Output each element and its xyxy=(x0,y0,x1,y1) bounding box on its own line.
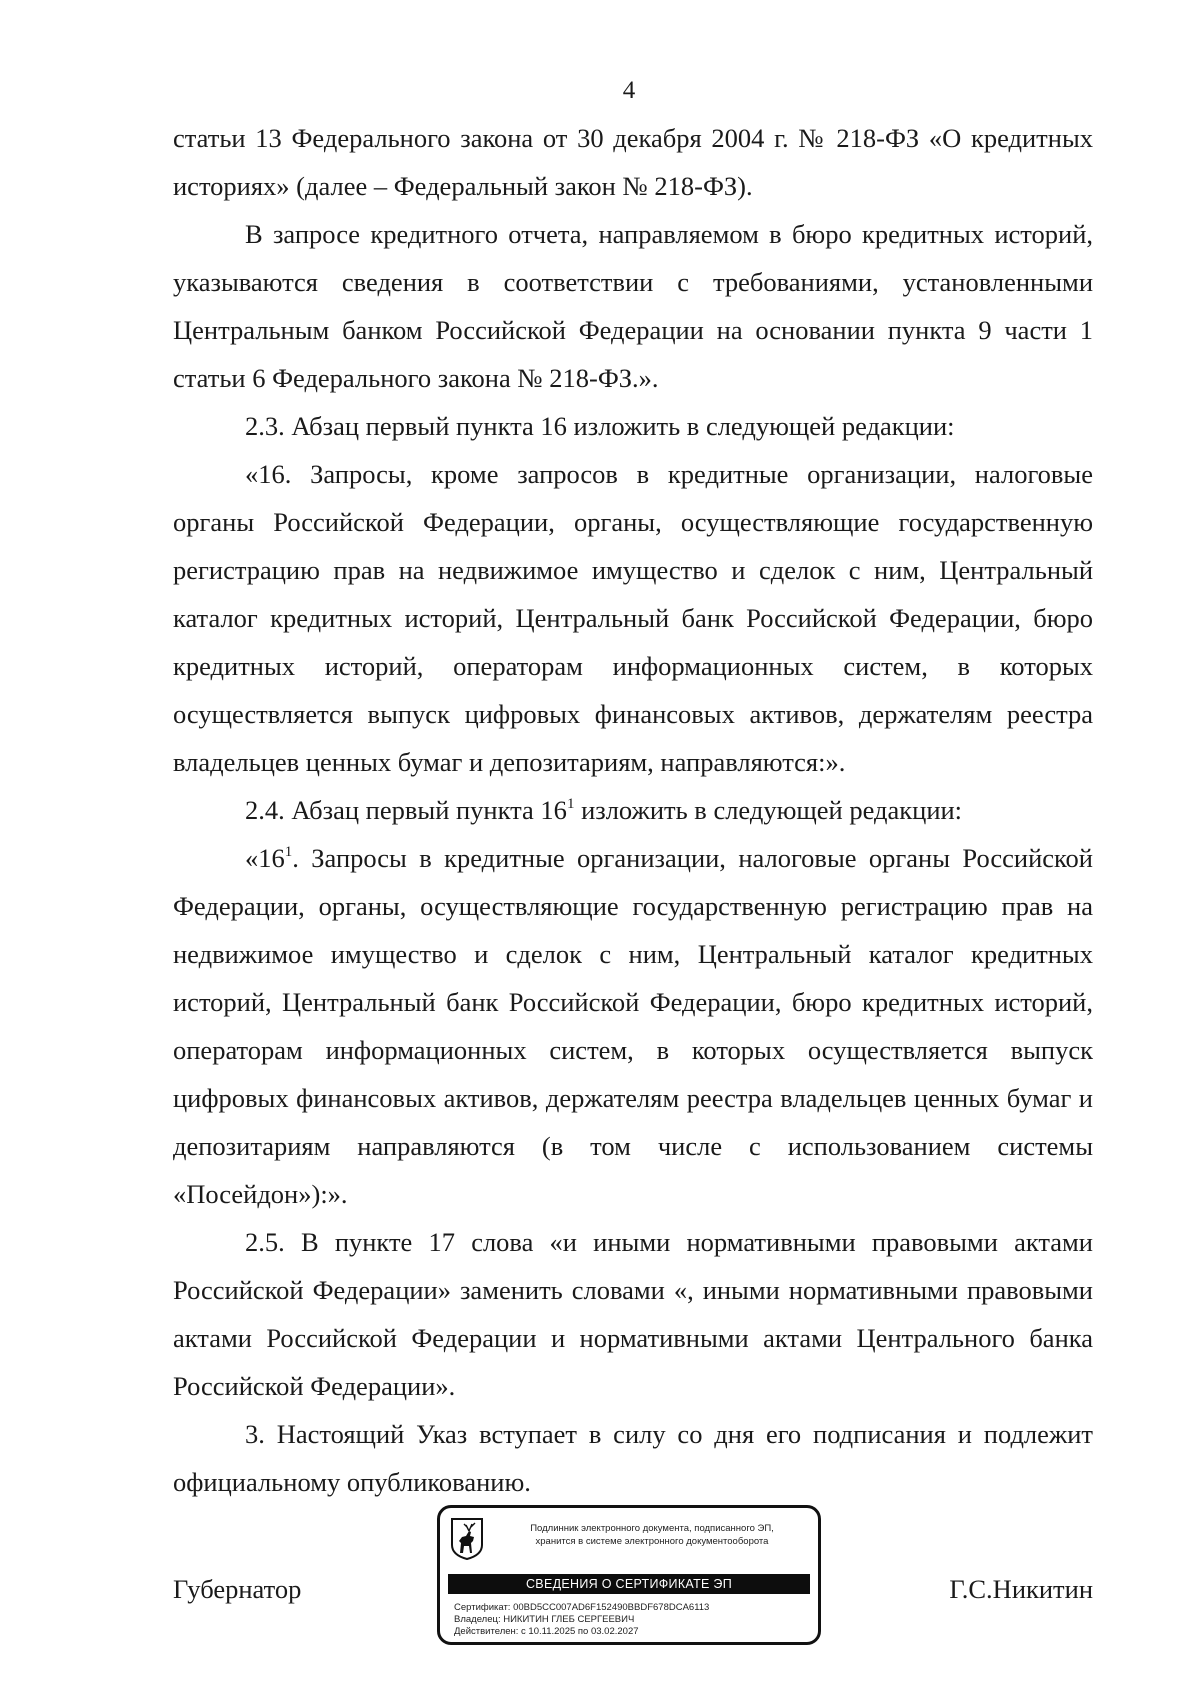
paragraph-5 xyxy=(173,786,1093,834)
stamp-notice-line-1: Подлинник электронного документа, подписанного ЭП, xyxy=(530,1523,774,1534)
paragraph-2: В запросе кредитного отчета, направляемом в бюро кредитных историй, указываются сведения в соответствии с требованиями, установленными Центральным банком Российской Федерации на основании пункта 9 части 1 статьи 6 Федерального закона № 218-ФЗ.». xyxy=(173,219,1093,393)
signatory-name: Г.С.Никитин xyxy=(949,1574,1093,1604)
document-body xyxy=(173,114,1093,1506)
page-number: 4 xyxy=(622,77,636,104)
paragraph-6-text-rest: . Запросы в кредитные организации, налоговые органы Российской Федерации, органы, осуществляющие государственную регистрацию прав на недвижимое имущество и сделок с ним, Центральный каталог кредитных историй, Центральный банк Российской Федерации, бюро кредитных историй, операторам информационных систем, в которых осуществляется выпуск цифровых финансовых активов, держателям реестра владельцев ценных бумаг и депозитариям направляются (в том числе с использованием системы «Посейдон»):». xyxy=(173,843,1093,1209)
certificate-owner: Владелец: НИКИТИН ГЛЕБ СЕРГЕЕВИЧ xyxy=(454,1614,635,1625)
stamp-notice-line-2: хранится в системе электронного документооборота xyxy=(535,1536,769,1547)
electronic-signature-stamp xyxy=(437,1505,821,1645)
paragraph-1: статьи 13 Федерального закона от 30 декабря 2004 г. № 218-ФЗ «О кредитных историях» (далее – Федеральный закон № 218-ФЗ). xyxy=(173,123,1093,201)
signatory-title: Губернатор xyxy=(173,1574,302,1604)
paragraph-8: 3. Настоящий Указ вступает в силу со дня его подписания и подлежит официальному опубликованию. xyxy=(173,1419,1093,1497)
certificate-number: Сертификат: 00BD5CC007AD6F152490BBDF678DCA6113 xyxy=(454,1602,710,1613)
paragraph-6 xyxy=(173,834,1093,1218)
paragraph-7: 2.5. В пункте 17 слова «и иными нормативными правовыми актами Российской Федерации» заменить словами «, иными нормативными правовыми актами Российской Федерации и нормативными актами Центрального банка Российской Федерации». xyxy=(173,1227,1093,1401)
superscript: 1 xyxy=(566,796,575,812)
certificate-details xyxy=(454,1602,709,1638)
certificate-header-bar: СВЕДЕНИЯ О СЕРТИФИКАТЕ ЭП xyxy=(448,1574,810,1594)
paragraph-5-text: 2.4. Абзац первый пункта 16 xyxy=(245,795,567,825)
certificate-validity: Действителен: с 10.11.2025 по 03.02.2027 xyxy=(454,1626,639,1637)
paragraph-3: 2.3. Абзац первый пункта 16 изложить в следующей редакции: xyxy=(245,411,955,441)
paragraph-6-text: «16 xyxy=(245,843,285,873)
stamp-notice xyxy=(492,1522,812,1548)
paragraph-4: «16. Запросы, кроме запросов в кредитные организации, налоговые органы Российской Федерации, органы, осуществляющие государственную регистрацию прав на недвижимое имущество и сделок с ним, Центральный каталог кредитных историй, Центральный банк Российской Федерации, бюро кредитных историй, операторам информационных систем, в которых осуществляется выпуск цифровых финансовых активов, держателям реестра владельцев ценных бумаг и депозитариям, направляются:». xyxy=(173,459,1093,777)
superscript: 1 xyxy=(284,844,293,860)
paragraph-5-text-rest: изложить в следующей редакции: xyxy=(574,795,963,825)
deer-coat-of-arms-icon xyxy=(450,1517,484,1561)
